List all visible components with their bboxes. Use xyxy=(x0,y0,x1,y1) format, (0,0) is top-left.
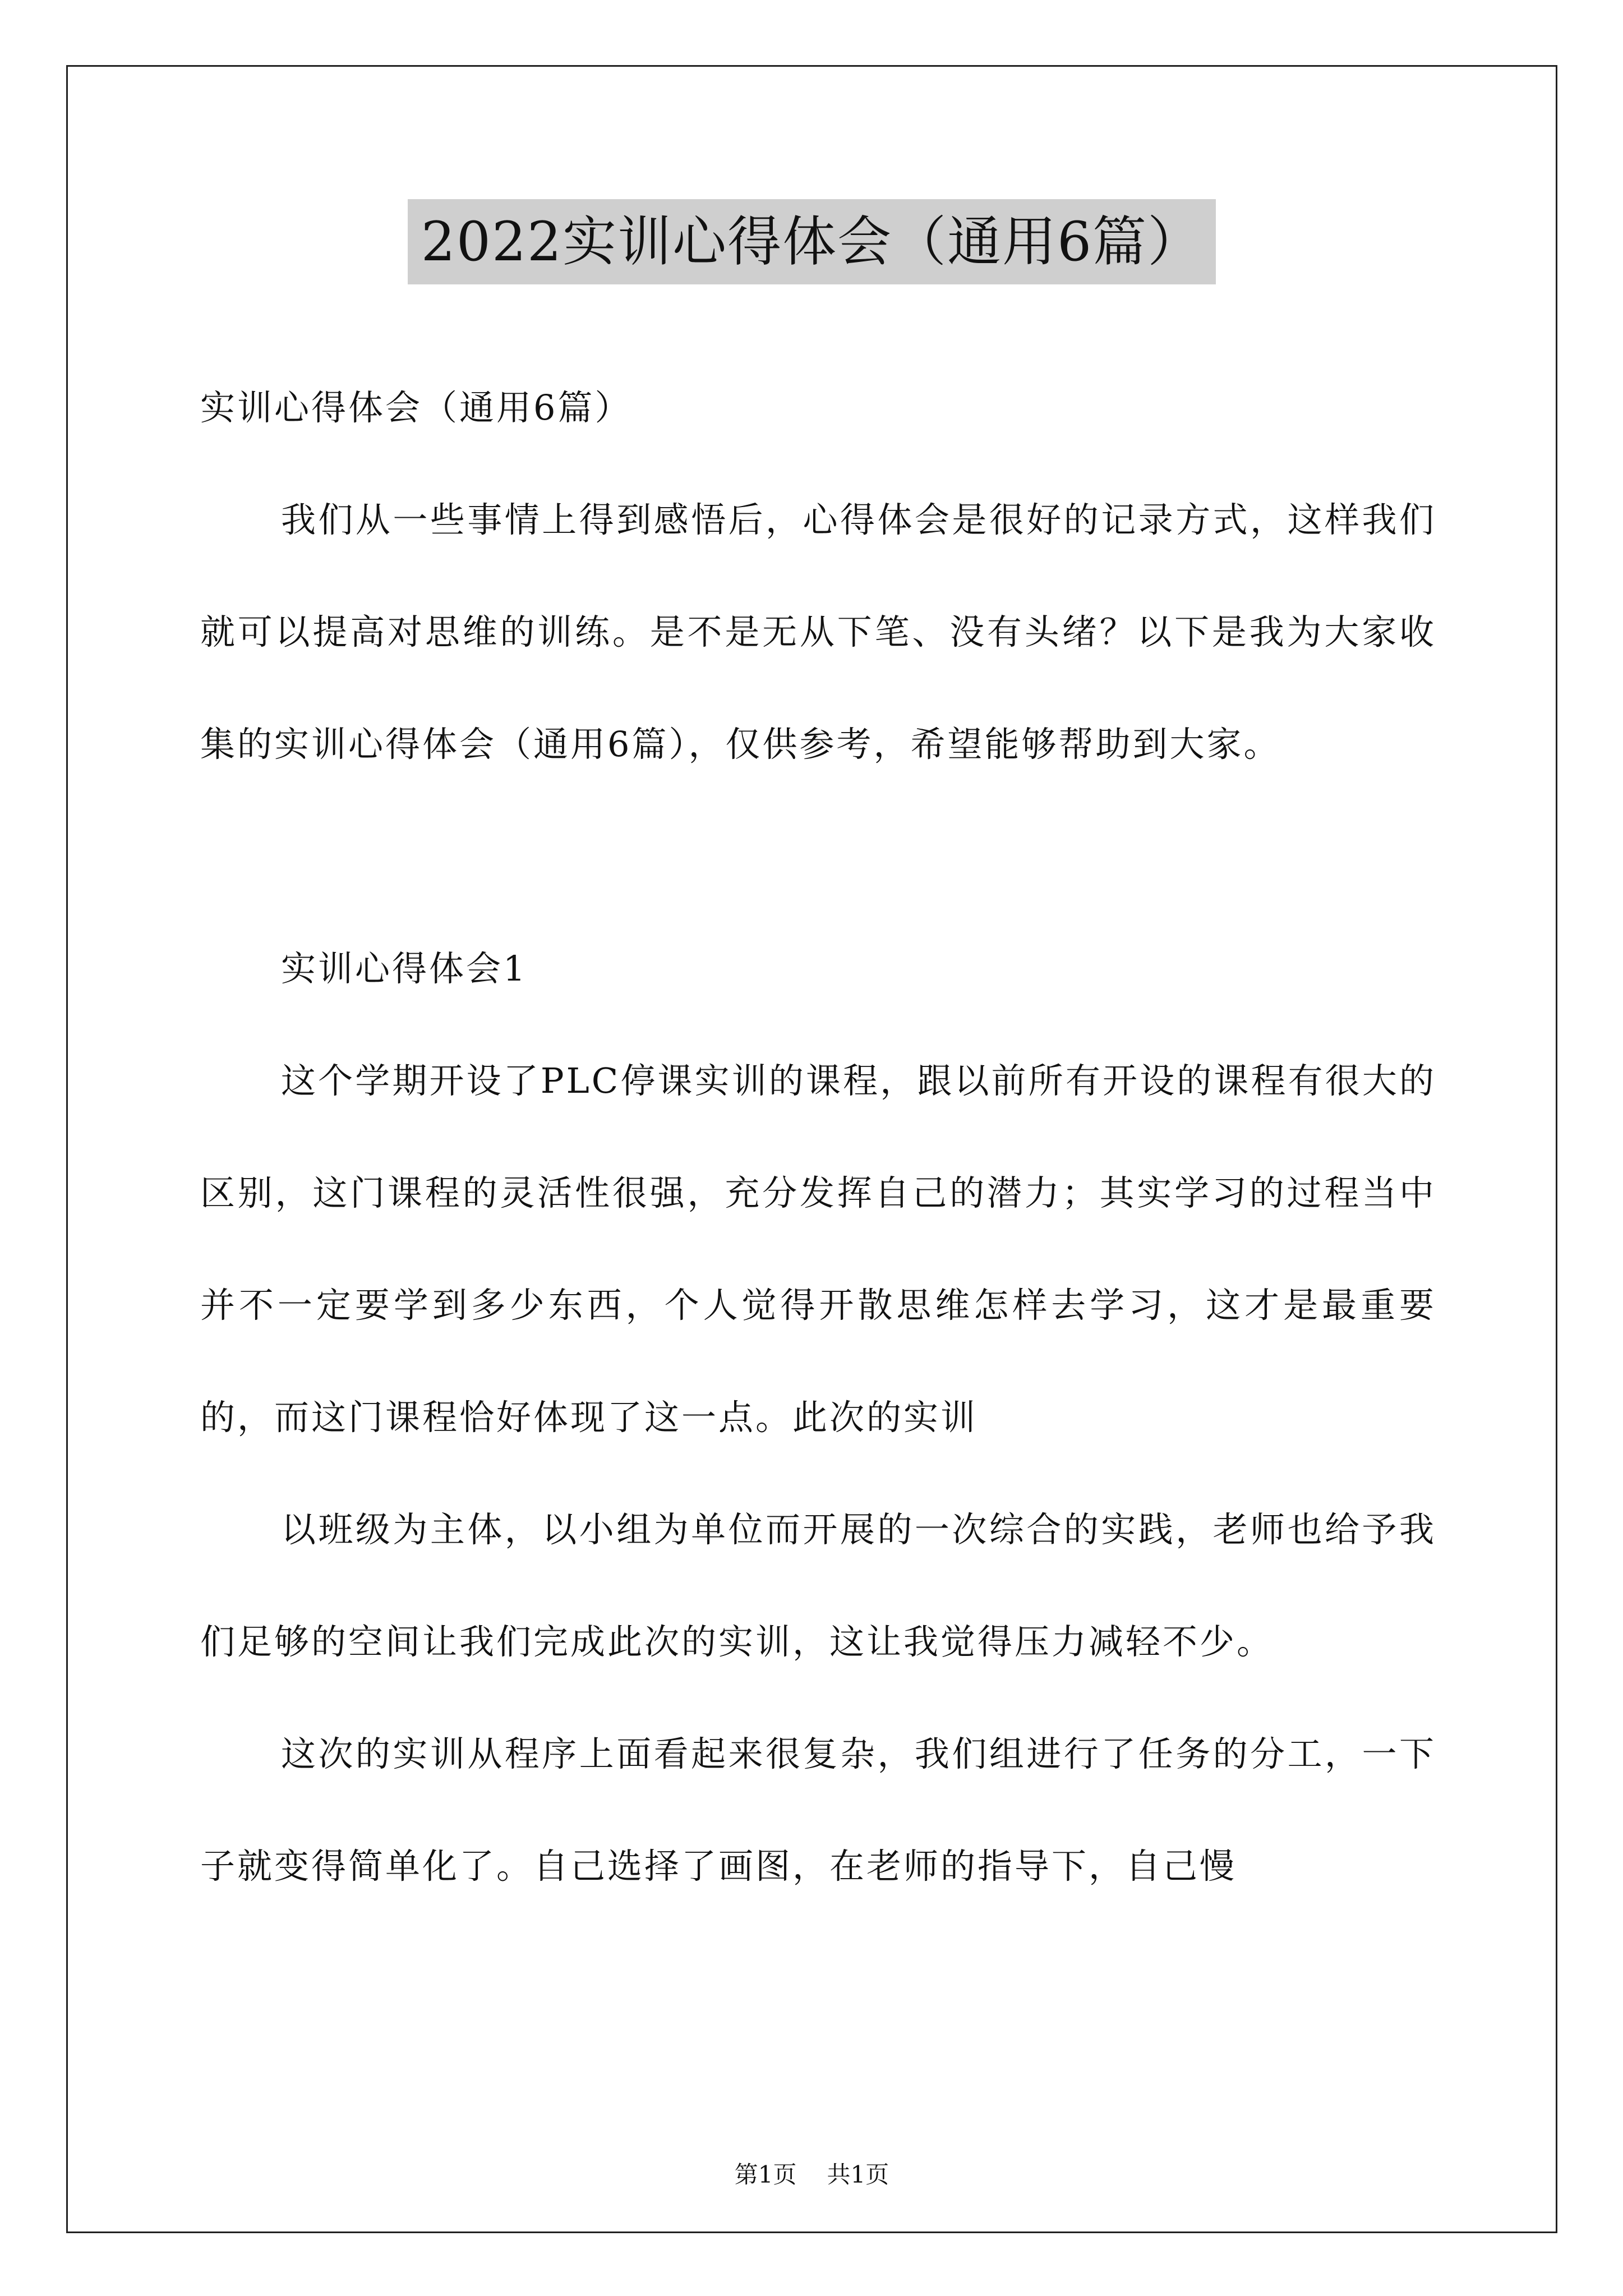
document-title: 2022实训心得体会（通用6篇） xyxy=(408,199,1216,284)
subtitle: 实训心得体会（通用6篇） xyxy=(200,387,632,428)
document-body xyxy=(200,352,1436,1922)
section-heading: 实训心得体会1 xyxy=(281,948,528,989)
page-total: 共1页 xyxy=(827,2161,889,2188)
body-paragraph: 这次的实训从程序上面看起来很复杂，我们组进行了任务的分工，一下子就变得简单化了。自己选择了画图，在老师的指导下，自己慢 xyxy=(200,1733,1436,1887)
page-number: 第1页 xyxy=(734,2161,797,2188)
document-page xyxy=(66,65,1557,2233)
page-footer xyxy=(68,2158,1556,2192)
title-block xyxy=(68,199,1556,284)
intro-paragraph: 我们从一些事情上得到感悟后，心得体会是很好的记录方式，这样我们就可以提高对思维的训练。是不是无从下笔、没有头绪？以下是我为大家收集的实训心得体会（通用6篇），仅供参考，希望能够帮助到大家。 xyxy=(200,499,1436,765)
body-paragraph: 这个学期开设了PLC停课实训的课程，跟以前所有开设的课程有很大的区别，这门课程的灵活性很强，充分发挥自己的潜力；其实学习的过程当中并不一定要学到多少东西，个人觉得开散思维怎样去学习，这才是最重要的，而这门课程恰好体现了这一点。此次的实训 xyxy=(200,1060,1436,1438)
section-spacer xyxy=(200,800,1436,913)
body-paragraph: 以班级为主体，以小组为单位而开展的一次综合的实践，老师也给予我们足够的空间让我们完成此次的实训，这让我觉得压力减轻不少。 xyxy=(200,1509,1436,1662)
